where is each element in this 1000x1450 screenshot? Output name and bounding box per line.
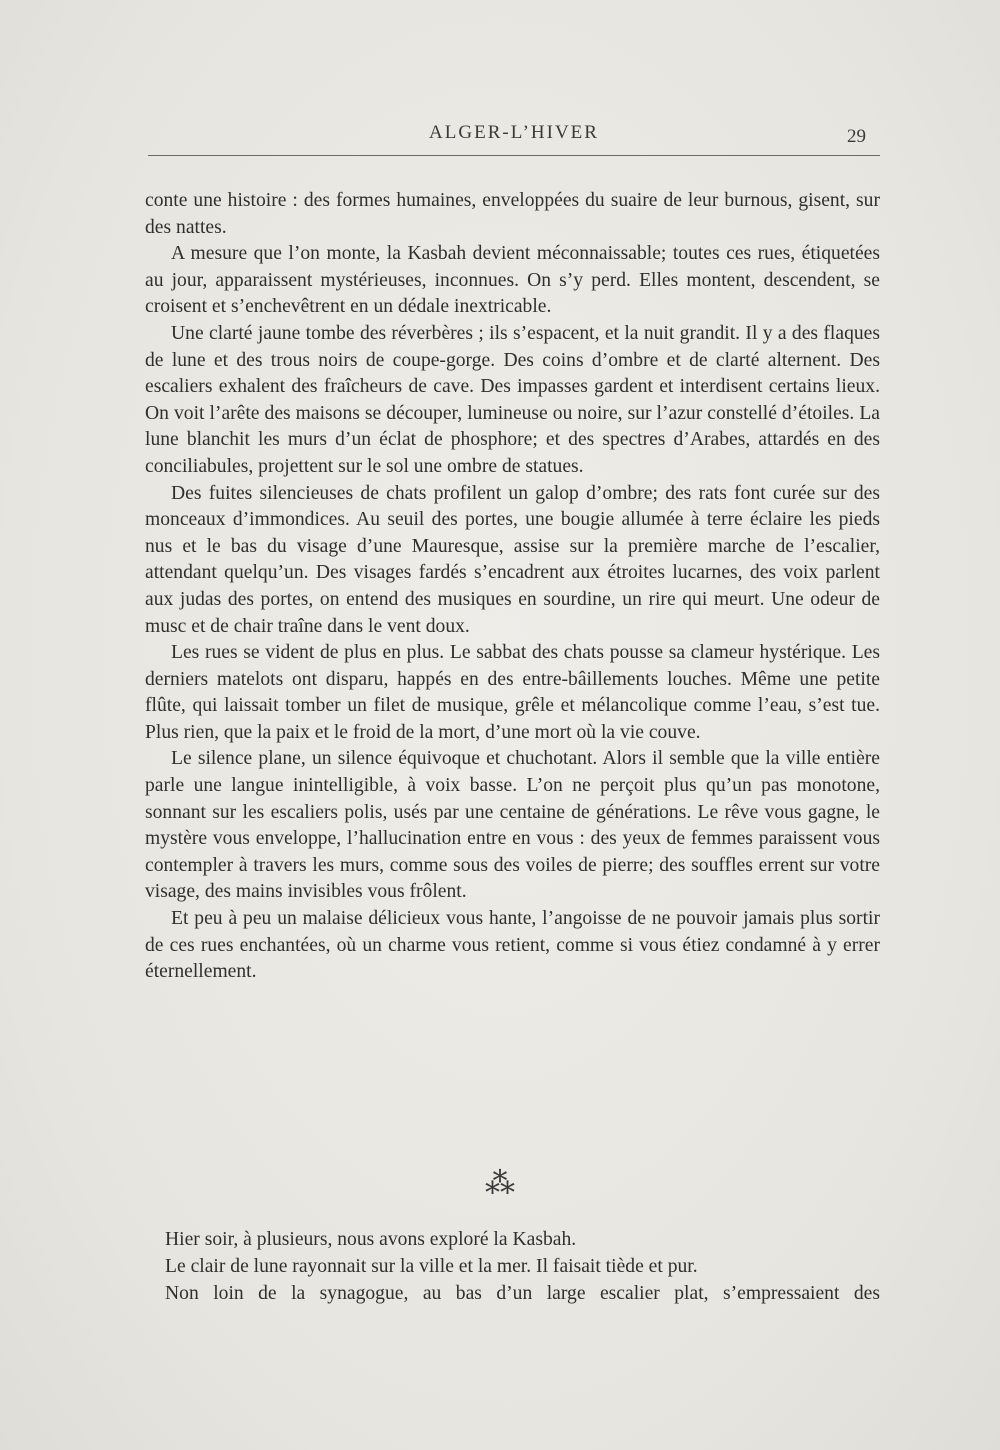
paragraph: A mesure que l’on monte, la Kasbah devient méconnaissable; toutes ces rues, étiquetées au jour, apparaissent mystérieuses, inconnues. On s’y perd. Elles montent, descendent, se croisent et s’enchevêtrent en un dédale inextricable. (145, 243, 880, 318)
page-header (148, 118, 880, 158)
section-break-asterism (470, 1164, 530, 1204)
page-number: 29 (847, 126, 866, 147)
paragraph: Le silence plane, un silence équivoque et chuchotant. Alors il semble que la ville entière parle une langue inintelligible, à voix basse. L’on ne perçoit plus qu’un pas monotone, sonnant sur les escaliers polis, usés par une centaine de générations. Le rêve vous gagne, le mystère vous enveloppe, l’hallucination entre en vous : des yeux de femmes paraissent vous contempler à travers les murs, comme sous des voiles de pierre; des souffles errent sur votre visage, des mains invisibles vous frôlent. (145, 748, 880, 903)
main-text-block (145, 188, 880, 986)
running-title: ALGER-L’HIVER (429, 122, 599, 143)
second-text-block (145, 1226, 880, 1307)
paragraph: Et peu à peu un malaise délicieux vous hante, l’angoisse de ne pouvoir jamais plus sortir de ces rues enchantées, où un charme vous retient, comme si vous étiez condamné à y errer éternellement. (145, 908, 880, 983)
asterism-glyph: ⁂ (485, 1167, 515, 1200)
paragraph: conte une histoire : des formes humaines, enveloppées du suaire de leur burnous, gisent, sur des nattes. (145, 190, 880, 238)
paragraph: Non loin de la synagogue, au bas d’un large escalier plat, s’empressaient des (165, 1283, 880, 1304)
header-rule (148, 155, 880, 156)
paragraph: Hier soir, à plusieurs, nous avons exploré la Kasbah. (165, 1229, 577, 1250)
paragraph: Une clarté jaune tombe des réverbères ; ils s’espacent, et la nuit grandit. Il y a des flaques de lune et des trous noirs de coupe-gorge. Des coins d’ombre et de clarté alternent. Des escaliers exhalent des fraîcheurs de cave. Des impasses gardent et interdisent certains lieux. On voit l’arête des maisons se découper, lumineuse ou noire, sur l’azur constellé d’étoiles. La lune blanchit les murs d’un éclat de phosphore; et des spectres d’Arabes, attardés en des conciliabules, projettent sur le sol une ombre de statues. (145, 322, 880, 477)
paragraph: Le clair de lune rayonnait sur la ville et la mer. Il faisait tiède et pur. (165, 1256, 698, 1277)
paragraph: Les rues se vident de plus en plus. Le sabbat des chats pousse sa clameur hystérique. Les derniers matelots ont disparu, happés en des entre-bâillements louches. Même une petite flûte, qui laissait tomber un filet de musique, grêle et mélancolique comme l’eau, s’est tue. Plus rien, que la paix et le froid de la mort, d’une mort où la vie couve. (145, 642, 880, 743)
paragraph: Des fuites silencieuses de chats profilent un galop d’ombre; des rats font curée sur des monceaux d’immondices. Au seuil des portes, une bougie allumée à terre éclaire les pieds nus et le bas du visage d’une Mauresque, assise sur la première marche de l’escalier, attendant quelqu’un. Des visages fardés s’encadrent aux étroites lucarnes, des voix parlent aux judas des portes, on entend des musiques en sourdine, un rire qui meurt. Une odeur de musc et de chair traîne dans le vent doux. (145, 482, 880, 637)
